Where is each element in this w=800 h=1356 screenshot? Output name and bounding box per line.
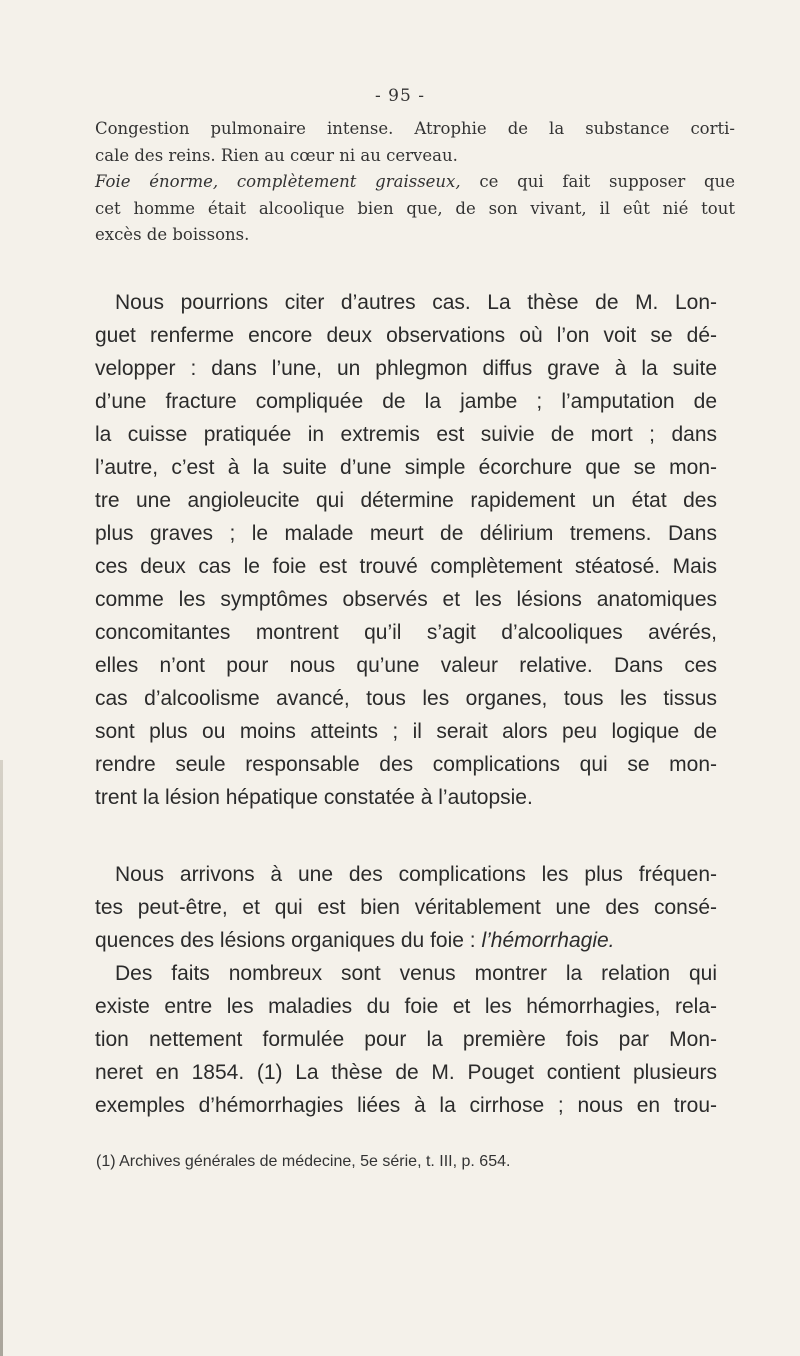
text-line: trent la lésion hépatique constatée à l’autopsie. bbox=[95, 786, 533, 809]
text-line: guet renferme encore deux observations où l’on voit se dé- bbox=[95, 324, 717, 347]
text-line: tes peut-être, et qui est bien véritablement une des consé- bbox=[95, 896, 717, 919]
text-line: tion nettement formulée pour la première fois par Mon- bbox=[95, 1028, 717, 1051]
text-line: cale des reins. Rien au cœur ni au cerveau. bbox=[95, 145, 458, 165]
text-line bbox=[95, 924, 717, 957]
paragraph-hemorrhage bbox=[95, 858, 717, 1122]
text-line: rendre seule responsable des complications qui se mon- bbox=[95, 753, 717, 776]
text-line: tre une angioleucite qui détermine rapidement un état des bbox=[95, 489, 717, 512]
text-line: d’une fracture compliquée de la jambe ; l’amputation de bbox=[95, 390, 717, 413]
emphasis-text: l’hémorrhagie. bbox=[481, 929, 615, 952]
paragraph-autopsy-note bbox=[95, 116, 735, 249]
text-line: sont plus ou moins atteints ; il serait alors peu logique de bbox=[95, 720, 717, 743]
text-line: cet homme était alcoolique bien que, de son vivant, il eût nié tout bbox=[95, 198, 735, 218]
text-line: concomitantes montrent qu’il s’agit d’alcooliques avérés, bbox=[95, 621, 717, 644]
paragraph-other-cases bbox=[95, 286, 717, 814]
scan-edge-shadow bbox=[0, 760, 3, 1356]
text-line: ces deux cas le foie est trouvé complètement stéatosé. Mais bbox=[95, 555, 717, 578]
footnote: (1) Archives générales de médecine, 5e série, t. III, p. 654. bbox=[96, 1153, 511, 1170]
text-line: neret en 1854. (1) La thèse de M. Pouget contient plusieurs bbox=[95, 1061, 717, 1084]
text-line: comme les symptômes observés et les lésions anatomiques bbox=[95, 588, 717, 611]
text-line: existe entre les maladies du foie et les hémorrhagies, rela- bbox=[95, 995, 717, 1018]
text-line: la cuisse pratiquée in extremis est suivie de mort ; dans bbox=[95, 423, 717, 446]
text-line: Des faits nombreux sont venus montrer la relation qui bbox=[115, 962, 717, 985]
text-line: velopper : dans l’une, un phlegmon diffus grave à la suite bbox=[95, 357, 717, 380]
text-line: Nous arrivons à une des complications les plus fréquen- bbox=[115, 863, 717, 886]
text-line: Nous pourrions citer d’autres cas. La thèse de M. Lon- bbox=[115, 291, 717, 314]
text-line: elles n’ont pour nous qu’une valeur relative. Dans ces bbox=[95, 654, 717, 677]
text-line: cas d’alcoolisme avancé, tous les organes, tous les tissus bbox=[95, 687, 717, 710]
text-line: l’autre, c’est à la suite d’une simple écorchure que se mon- bbox=[95, 456, 717, 479]
text-line: plus graves ; le malade meurt de délirium tremens. Dans bbox=[95, 522, 717, 545]
text-span: quences des lésions organiques du foie : bbox=[95, 929, 482, 952]
emphasis-text: Foie énorme, complètement graisseux, bbox=[95, 172, 461, 191]
text-span: ce qui fait supposer que bbox=[460, 172, 735, 191]
page-number: - 95 - bbox=[375, 86, 425, 106]
text-line: Congestion pulmonaire intense. Atrophie de la substance corti- bbox=[95, 119, 735, 138]
text-line bbox=[95, 169, 735, 196]
text-line: excès de boissons. bbox=[95, 225, 250, 244]
text-line: exemples d’hémorrhagies liées à la cirrhose ; nous en trou- bbox=[95, 1094, 717, 1117]
